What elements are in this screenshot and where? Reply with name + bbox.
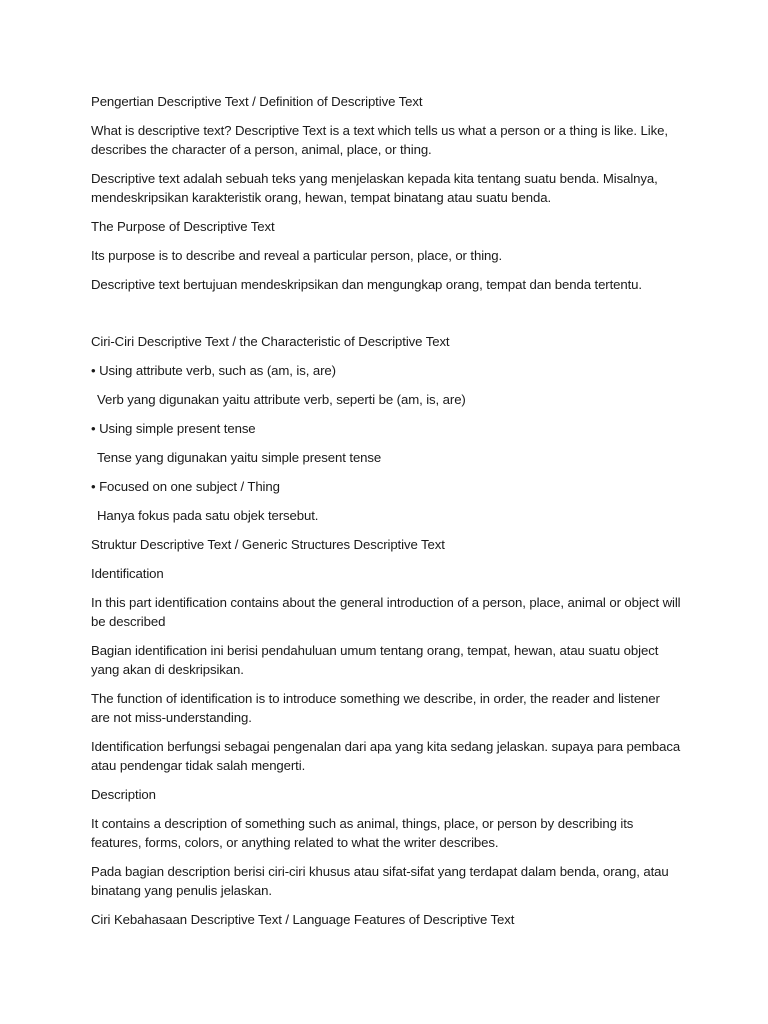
- paragraph-identification-en: In this part identification contains about the general introduction of a person, place, animal or object will be described: [91, 595, 681, 629]
- bullet-one-subject-note: Hanya fokus pada satu objek tersebut.: [97, 508, 319, 523]
- document-body: [91, 92, 681, 939]
- paragraph-definition-id: Descriptive text adalah sebuah teks yang menjelaskan kepada kita tentang suatu benda. Misalnya, mendeskripsikan karakteristik orang, hewan, tempat binatang atau suatu benda.: [91, 171, 658, 205]
- heading-purpose: The Purpose of Descriptive Text: [91, 219, 275, 234]
- paragraph-identification-function-en: The function of identification is to introduce something we describe, in order, the reader and listener are not miss-understanding.: [91, 691, 660, 725]
- paragraph-purpose-id: Descriptive text bertujuan mendeskripsikan dan mengungkap orang, tempat dan benda tertentu.: [91, 277, 642, 292]
- heading-structure: Struktur Descriptive Text / Generic Structures Descriptive Text: [91, 537, 445, 552]
- heading-identification: Identification: [91, 566, 164, 581]
- paragraph-purpose-en: Its purpose is to describe and reveal a particular person, place, or thing.: [91, 248, 503, 263]
- bullet-present-tense: • Using simple present tense: [91, 421, 256, 436]
- bullet-attribute-verb-note: Verb yang digunakan yaitu attribute verb, seperti be (am, is, are): [97, 392, 466, 407]
- paragraph-description-id: Pada bagian description berisi ciri-ciri khusus atau sifat-sifat yang terdapat dalam benda, orang, atau binatang yang penulis jelaskan.: [91, 864, 669, 898]
- paragraph-identification-function-id: Identification berfungsi sebagai pengenalan dari apa yang kita sedang jelaskan. supaya para pembaca atau pendengar tidak salah mengerti.: [91, 739, 681, 773]
- paragraph-definition-en: What is descriptive text? Descriptive Text is a text which tells us what a person or a thing is like. Like, describes the character of a person, animal, place, or thing.: [91, 123, 668, 157]
- bullet-present-tense-note: Tense yang digunakan yaitu simple present tense: [97, 450, 382, 465]
- bullet-attribute-verb: • Using attribute verb, such as (am, is, are): [91, 363, 336, 378]
- paragraph-description-en: It contains a description of something such as animal, things, place, or person by describing its features, forms, colors, or anything related to what the writer describes.: [91, 816, 634, 850]
- heading-characteristic: Ciri-Ciri Descriptive Text / the Characteristic of Descriptive Text: [91, 334, 450, 349]
- bullet-one-subject: • Focused on one subject / Thing: [91, 479, 280, 494]
- heading-language-features: Ciri Kebahasaan Descriptive Text / Language Features of Descriptive Text: [91, 912, 515, 927]
- heading-definition: Pengertian Descriptive Text / Definition of Descriptive Text: [91, 94, 423, 109]
- paragraph-identification-id: Bagian identification ini berisi pendahuluan umum tentang orang, tempat, hewan, atau suatu object yang akan di deskripsikan.: [91, 643, 659, 677]
- heading-description: Description: [91, 787, 156, 802]
